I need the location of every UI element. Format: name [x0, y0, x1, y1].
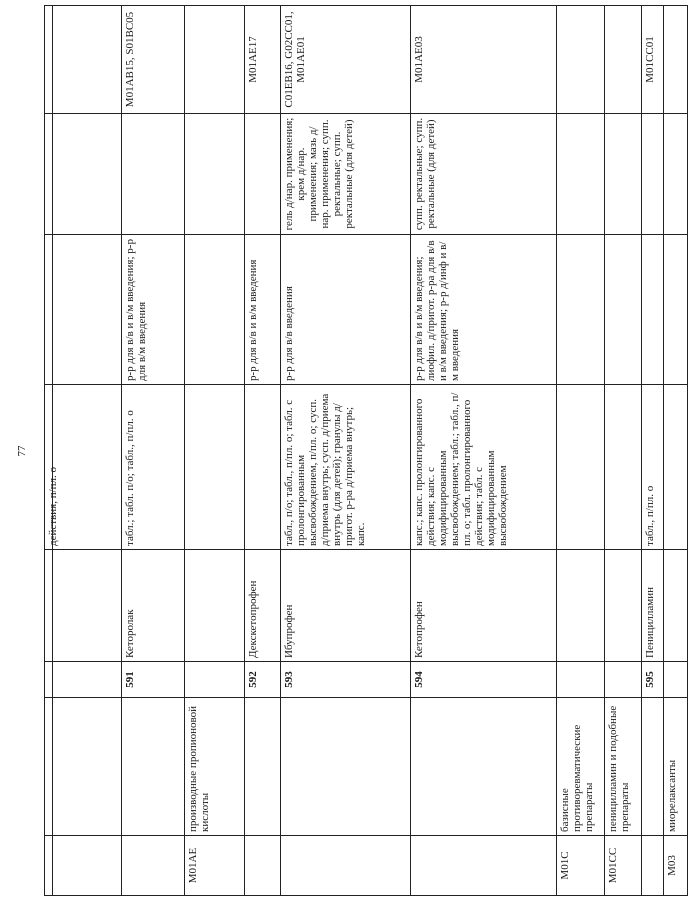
drug-name: [605, 550, 642, 662]
row-number: [557, 662, 605, 698]
dosage-forms-other: [664, 114, 688, 235]
table-row: [245, 6, 281, 896]
dosage-forms-other: [185, 114, 245, 235]
dosage-forms-oral: действия, п/пл. о: [45, 385, 122, 550]
atc-group-code: M01C: [557, 836, 605, 896]
drug-name: Пеницилламин: [642, 550, 664, 662]
atc-group-code: M01AE: [185, 836, 245, 896]
drug-name: Кетопрофен: [411, 550, 557, 662]
drug-name: Декскетопрофен: [245, 550, 281, 662]
atc-code: M01AE03: [411, 6, 557, 114]
dosage-forms-oral: капс.; капс. пролонгированного действия; капс. с модифицированным высвобождением; табл.; табл., п/пл. о; табл. пролонгированного действия; табл. с модифицированным высвобождением: [411, 385, 557, 550]
table-row: [605, 6, 642, 896]
atc-group-code: [122, 836, 185, 896]
drug-name: [185, 550, 245, 662]
atc-code: [45, 6, 122, 114]
table-row: [642, 6, 664, 896]
atc-group-name: [411, 698, 557, 836]
row-number: 593: [281, 662, 411, 698]
atc-group-code: M03: [664, 836, 688, 896]
drug-name: Ибупрофен: [281, 550, 411, 662]
atc-code: [605, 6, 642, 114]
dosage-forms-other: гель д/нар. применения; крем д/нар. применения; мазь д/нар. применения; супп. ректальные; супп. ректальные (для детей): [281, 114, 411, 235]
row-number: [45, 662, 122, 698]
atc-group-name: [642, 698, 664, 836]
atc-group-code: [45, 836, 122, 896]
dosage-forms-injection: р-р для в/в введения: [281, 235, 411, 385]
atc-code: [664, 6, 688, 114]
dosage-forms-injection: [642, 235, 664, 385]
row-number: 595: [642, 662, 664, 698]
dosage-forms-injection: [664, 235, 688, 385]
dosage-forms-injection: р-р для в/в и в/м введения: [245, 235, 281, 385]
dosage-forms-other: [45, 114, 122, 235]
dosage-forms-injection: [557, 235, 605, 385]
row-number: 591: [122, 662, 185, 698]
dosage-forms-oral: табл.; табл. п/о; табл., п/пл. о: [122, 385, 185, 550]
atc-group-name: [122, 698, 185, 836]
atc-code: C01EB16, G02CC01, M01AE01: [281, 6, 411, 114]
drug-name: [664, 550, 688, 662]
table-row: [185, 6, 245, 896]
dosage-forms-oral: табл., п/пл. о: [642, 385, 664, 550]
atc-code: M01CC01: [642, 6, 664, 114]
atc-group-name: миорелаксанты: [664, 698, 688, 836]
dosage-forms-other: [605, 114, 642, 235]
table-row: [281, 6, 411, 896]
row-number: 594: [411, 662, 557, 698]
dosage-forms-injection: р-р для в/в и в/м введения; лиофил. д/пригот. р-ра для в/в и в/м введения; р-р д/инф и в/м введения: [411, 235, 557, 385]
row-number: 592: [245, 662, 281, 698]
table-row: [411, 6, 557, 896]
drug-name: [45, 550, 122, 662]
dosage-forms-oral: [557, 385, 605, 550]
dosage-forms-other: [245, 114, 281, 235]
rotated-table-wrapper: [44, 6, 678, 896]
dosage-forms-oral: [664, 385, 688, 550]
atc-group-code: [642, 836, 664, 896]
dosage-forms-other: [557, 114, 605, 235]
atc-group-code: [245, 836, 281, 896]
atc-group-name: [281, 698, 411, 836]
page-number: 77: [16, 445, 28, 457]
row-number: [664, 662, 688, 698]
atc-code: M01AE17: [245, 6, 281, 114]
atc-code: [185, 6, 245, 114]
dosage-forms-injection: р-р для в/в и в/м введения; р-р для в/м введения: [122, 235, 185, 385]
table-row: [122, 6, 185, 896]
atc-group-name: пеницилламин и подобные препараты: [605, 698, 642, 836]
dosage-forms-oral: [245, 385, 281, 550]
atc-group-code: M01CC: [605, 836, 642, 896]
atc-group-name: базисные противоревматические препараты: [557, 698, 605, 836]
atc-group-name: [245, 698, 281, 836]
dosage-forms-oral: [605, 385, 642, 550]
table-row: [557, 6, 605, 896]
atc-group-name: [45, 698, 122, 836]
atc-group-code: [411, 836, 557, 896]
atc-code: [557, 6, 605, 114]
atc-code: M01AB15, S01BC05: [122, 6, 185, 114]
dosage-forms-other: супп. ректальные; супп. ректальные (для детей): [411, 114, 557, 235]
dosage-forms-oral: [185, 385, 245, 550]
dosage-forms-injection: [45, 235, 122, 385]
dosage-forms-oral: табл., п/о; табл., п/пл. о; табл. с пролонгированным высвобождением, п/пл. о; сусп. д/приема внутрь; сусп. д/приема внутрь (для детей); гранулы д/пригот. р-ра д/приема внутрь; капс.: [281, 385, 411, 550]
drug-name: [557, 550, 605, 662]
row-number: [185, 662, 245, 698]
drug-name: Кеторолак: [122, 550, 185, 662]
dosage-forms-other: [642, 114, 664, 235]
dosage-forms-injection: [185, 235, 245, 385]
row-number: [605, 662, 642, 698]
table-row: [45, 6, 122, 896]
dosage-forms-injection: [605, 235, 642, 385]
atc-group-name: производные пропионовой кислоты: [185, 698, 245, 836]
table-row: [664, 6, 688, 896]
dosage-forms-other: [122, 114, 185, 235]
atc-group-code: [281, 836, 411, 896]
drug-table: [44, 5, 688, 896]
